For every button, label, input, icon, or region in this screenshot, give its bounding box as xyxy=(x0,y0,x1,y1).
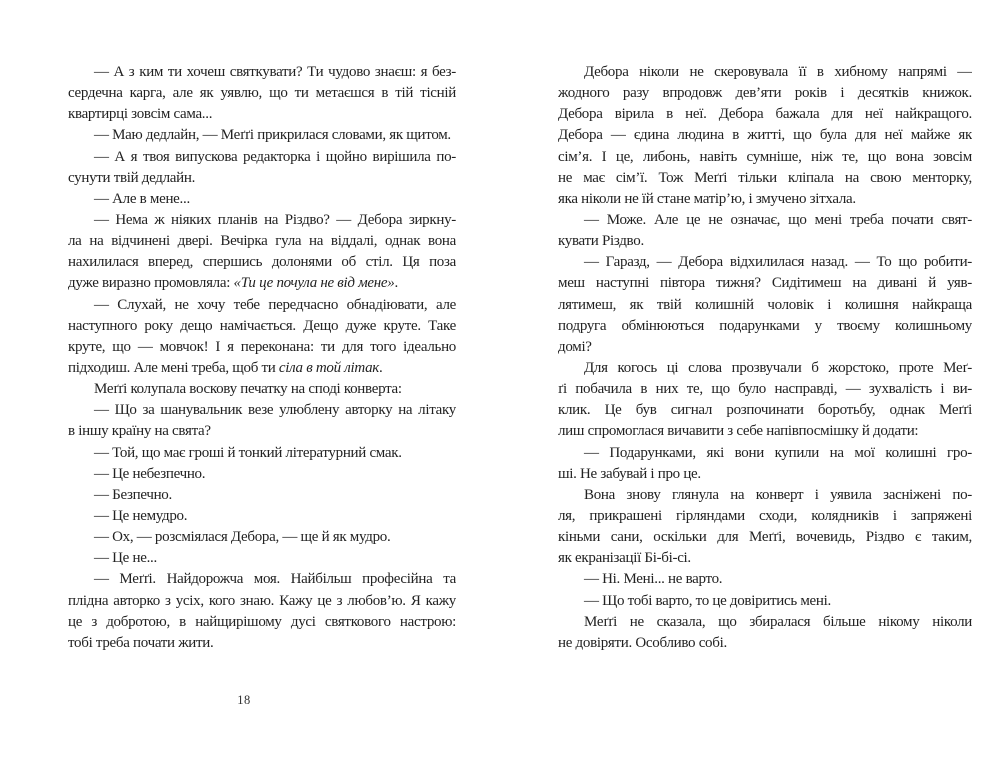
text-segment: — Безпечно. xyxy=(94,486,172,503)
text-line xyxy=(68,147,456,168)
text-segment: не довіряти. Особливо собі. xyxy=(558,634,727,651)
text-line xyxy=(68,527,456,548)
text-segment: яка ніколи не їй стане матір’ю, і змучено зітхала. xyxy=(558,190,856,207)
text-line xyxy=(68,421,456,442)
text-segment: — Але в мене... xyxy=(94,190,190,207)
text-line xyxy=(68,337,456,358)
text-segment: квартирці зовсім сама... xyxy=(68,106,213,123)
text-segment: наступного року дещо намічається. Дещо дуже круте. Таке xyxy=(68,317,456,334)
text-segment: кіньми сани, оскільки для Меґґі, вочевидь, Різдво є таким, xyxy=(558,529,972,546)
text-line xyxy=(68,316,456,337)
text-line xyxy=(558,189,972,210)
text-line xyxy=(68,591,456,612)
italic-text-segment: «Ти це почула не від мене» xyxy=(233,275,395,292)
text-line xyxy=(558,231,972,252)
text-line xyxy=(68,633,456,654)
text-segment: лятимеш, як твій колишній чоловік і колишня найкраща xyxy=(558,296,972,313)
text-segment: Меґґі колупала воскову печатку на споді конверта: xyxy=(94,381,402,398)
text-segment: Дебора ніколи не скеровувала її в хибному напрямі — xyxy=(584,64,972,80)
text-segment: — Ох, — розсміялася Дебора, — ще й як мудро. xyxy=(94,529,391,546)
text-segment: — Це немудро. xyxy=(94,507,188,524)
text-line xyxy=(558,527,972,548)
text-segment: лиш спромоглася вичавити з себе напівпосмішку й додати: xyxy=(558,423,919,440)
text-line xyxy=(558,252,972,273)
text-segment: не має сім’ї. Тож Меґґі тільки кліпала на свою менторку, xyxy=(558,169,972,186)
text-segment: кувати Різдво. xyxy=(558,233,644,250)
text-line xyxy=(68,569,456,590)
text-segment: сім’я. І це, либонь, навіть сумніше, ніж те, що вона зовсім xyxy=(558,148,972,165)
text-line xyxy=(68,443,456,464)
text-line xyxy=(558,485,972,506)
text-line xyxy=(558,316,972,337)
text-segment: Дебора — єдина людина в житті, що була для неї майже як xyxy=(558,127,972,144)
text-segment: . xyxy=(379,359,383,376)
text-line xyxy=(68,400,456,421)
text-line xyxy=(68,125,456,146)
text-segment: — А з ким ти хочеш святкувати? Ти чудово знаєш: я без- xyxy=(94,64,456,80)
text-segment: в іншу країну на свята? xyxy=(68,423,211,440)
text-line xyxy=(558,464,972,485)
text-line xyxy=(558,83,972,104)
text-line xyxy=(68,273,456,294)
text-segment: дуже виразно промовляла: xyxy=(68,275,234,292)
text-line xyxy=(68,210,456,231)
text-segment: тобі треба почати жити. xyxy=(68,634,214,651)
italic-text-segment: сіла в той літак xyxy=(278,359,379,376)
text-segment: ля, прикрашені гірляндами сходи, колядників і запряжені xyxy=(558,507,972,524)
text-segment: ші. Не забувай і про це. xyxy=(558,465,701,482)
text-segment: меш наступні півтора тижня? Сидітимеш на дивані й уяв- xyxy=(558,275,972,292)
text-line xyxy=(558,421,972,442)
text-segment: як екранізації Бі-бі-сі. xyxy=(558,550,691,567)
text-line xyxy=(68,358,456,379)
text-line xyxy=(558,62,972,83)
text-segment: ґі побачила в них те, що було насправді, — зухвалість і ви- xyxy=(558,381,972,398)
text-line xyxy=(68,62,456,83)
text-line xyxy=(558,273,972,294)
text-segment: . xyxy=(394,275,398,292)
text-line xyxy=(558,548,972,569)
text-line xyxy=(558,400,972,421)
text-line xyxy=(68,506,456,527)
text-segment: — Той, що має гроші й тонкий літературний смак. xyxy=(94,444,402,461)
text-segment: — Що тобі варто, то це довіритись мені. xyxy=(584,592,831,609)
text-segment: — Меґґі. Найдорожча моя. Найбільш професійна та xyxy=(94,571,456,588)
text-line xyxy=(558,379,972,400)
text-segment: Дебора вірила в неї. Дебора бажала для неї найкращого. xyxy=(558,106,972,123)
text-line xyxy=(558,569,972,590)
text-segment: плідна авторко з усіх, кого знаю. Кажу це з любов’ю. Я кажу xyxy=(68,592,456,609)
text-segment: — Нема ж ніяких планів на Різдво? — Дебора зиркну- xyxy=(94,211,456,228)
text-segment: це з добротою, в найщирішому дусі святкового настрою: xyxy=(68,613,456,630)
text-segment: ла на відчинені двері. Вечірка гула на віддалі, однак вона xyxy=(68,233,456,250)
text-segment: — Що за шанувальник везе улюблену авторку на літаку xyxy=(94,402,456,419)
text-line xyxy=(558,147,972,168)
text-segment: клик. Це був сигнал розпочинати боротьбу, однак Меґґі xyxy=(558,402,972,419)
text-line xyxy=(68,548,456,569)
text-segment: сунути твій дедлайн. xyxy=(68,169,196,186)
text-line xyxy=(558,295,972,316)
text-line xyxy=(558,358,972,379)
text-segment: домі? xyxy=(558,338,592,355)
text-segment: — Подарунками, які вони купили на мої колишні гро- xyxy=(584,444,972,461)
text-segment: — Це небезпечно. xyxy=(94,465,206,482)
text-line xyxy=(558,337,972,358)
text-line xyxy=(68,464,456,485)
text-line xyxy=(558,125,972,146)
text-line xyxy=(558,210,972,231)
text-line xyxy=(68,252,456,273)
text-line xyxy=(68,231,456,252)
text-line xyxy=(68,485,456,506)
text-segment: жодного разу впродовж дев’яти років і десятків книжок. xyxy=(558,85,972,102)
text-line xyxy=(68,104,456,125)
text-segment: — А я твоя випускова редакторка і щойно вирішила по- xyxy=(94,148,456,165)
text-segment: — Гаразд, — Дебора відхилилася назад. — То що робити- xyxy=(584,254,972,271)
text-segment: подруга обмінюються подарунками у твоєму колишньому xyxy=(558,317,972,334)
text-segment: підходиш. Але мені треба, щоб ти xyxy=(68,359,279,376)
page-number: 18 xyxy=(237,693,251,707)
text-segment: — Маю дедлайн, — Меґґі прикрилася словами, як щитом. xyxy=(94,127,451,144)
text-line xyxy=(558,591,972,612)
text-line xyxy=(558,104,972,125)
text-segment: Вона знову глянула на конверт і уявила засніжені по- xyxy=(584,486,972,503)
text-segment: сердечна карга, але як уявлю, що ти метаєшся в тій тісній xyxy=(68,85,456,102)
text-segment: Меґґі не сказала, що збиралася більше нікому ніколи xyxy=(584,613,972,630)
text-line xyxy=(68,612,456,633)
text-line xyxy=(68,379,456,400)
text-line xyxy=(68,83,456,104)
text-line xyxy=(558,168,972,189)
page-left-text xyxy=(68,62,456,654)
text-segment: нахилилася вперед, спершись долонями об стіл. Ця поза xyxy=(68,254,456,271)
page-right-text xyxy=(558,62,972,654)
text-segment: — Це не... xyxy=(94,550,157,567)
text-line xyxy=(558,443,972,464)
text-segment: круте, що — мовчок! І я переконана: ти для того ідеально xyxy=(68,338,456,355)
text-segment: Для когось ці слова прозвучали б жорстоко, проте Меґ- xyxy=(584,359,972,376)
text-line xyxy=(558,506,972,527)
text-segment: — Ні. Мені... не варто. xyxy=(584,571,723,588)
text-segment: — Слухай, не хочу тебе передчасно обнадіювати, але xyxy=(94,296,456,313)
text-line xyxy=(68,189,456,210)
text-line xyxy=(68,168,456,189)
text-line xyxy=(68,295,456,316)
text-line xyxy=(558,612,972,633)
text-segment: — Може. Але це не означає, що мені треба почати свят- xyxy=(584,211,972,228)
text-line xyxy=(558,633,972,654)
